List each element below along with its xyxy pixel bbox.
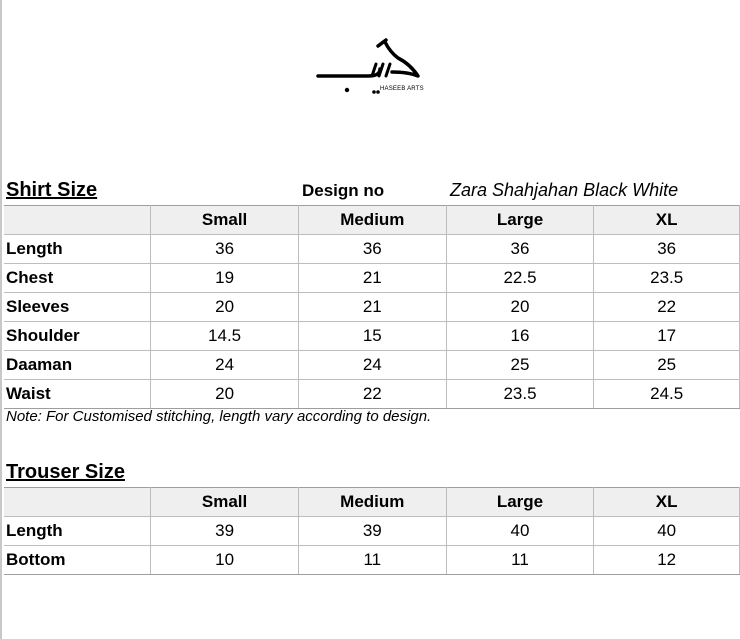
table-cell: 20 <box>446 293 594 322</box>
design-no-label: Design no <box>302 181 385 200</box>
table-cell: 40 <box>594 517 740 546</box>
row-label: Bottom <box>4 546 151 575</box>
trouser-size-title: Trouser Size <box>6 461 125 483</box>
table-cell: 24 <box>151 351 299 380</box>
header-cell: XL <box>594 488 740 517</box>
row-label: Length <box>4 517 151 546</box>
header-cell: Medium <box>298 206 446 235</box>
row-label: Length <box>4 235 151 264</box>
trouser-size-table <box>4 487 740 575</box>
table-cell: 15 <box>298 322 446 351</box>
table-cell: 39 <box>151 517 299 546</box>
table-cell: 24 <box>298 351 446 380</box>
header-cell: Medium <box>298 488 446 517</box>
table-cell: 16 <box>446 322 594 351</box>
table-cell: 11 <box>298 546 446 575</box>
table-cell: 22 <box>594 293 740 322</box>
table-cell: 36 <box>594 235 740 264</box>
table-cell: 36 <box>446 235 594 264</box>
table-cell: 21 <box>298 264 446 293</box>
header-cell <box>4 206 151 235</box>
table-cell: 20 <box>151 380 299 409</box>
table-cell: 22 <box>298 380 446 409</box>
table-cell: 20 <box>151 293 299 322</box>
table-cell: 14.5 <box>151 322 299 351</box>
row-label: Sleeves <box>4 293 151 322</box>
trouser-table-header <box>4 488 740 517</box>
row-label: Daaman <box>4 351 151 380</box>
table-row <box>4 517 740 546</box>
table-cell: 22.5 <box>446 264 594 293</box>
header-cell: Small <box>151 206 299 235</box>
table-row <box>4 351 740 380</box>
row-label: Chest <box>4 264 151 293</box>
table-row <box>4 380 740 409</box>
table-cell: 17 <box>594 322 740 351</box>
row-label: Shoulder <box>4 322 151 351</box>
table-row <box>4 546 740 575</box>
logo-text: HASEEB ARTS <box>380 86 424 92</box>
table-cell: 23.5 <box>446 380 594 409</box>
table-cell: 12 <box>594 546 740 575</box>
stitching-note: Note: For Customised stitching, length vary according to design. <box>6 408 432 425</box>
table-cell: 39 <box>298 517 446 546</box>
table-cell: 40 <box>446 517 594 546</box>
table-cell: 36 <box>298 235 446 264</box>
shirt-table-header <box>4 206 740 235</box>
table-cell: 11 <box>446 546 594 575</box>
shirt-size-title: Shirt Size <box>6 179 98 201</box>
table-cell: 10 <box>151 546 299 575</box>
sheet-left-border <box>0 0 2 639</box>
design-no-value: Zara Shahjahan Black White <box>450 180 679 200</box>
shirt-size-table <box>4 205 740 409</box>
table-row <box>4 264 740 293</box>
header-cell: XL <box>594 206 740 235</box>
table-cell: 36 <box>151 235 299 264</box>
table-cell: 19 <box>151 264 299 293</box>
table-cell: 25 <box>594 351 740 380</box>
table-row <box>4 235 740 264</box>
header-cell: Large <box>446 488 594 517</box>
table-row <box>4 293 740 322</box>
table-cell: 24.5 <box>594 380 740 409</box>
table-cell: 23.5 <box>594 264 740 293</box>
header-cell: Small <box>151 488 299 517</box>
table-cell: 21 <box>298 293 446 322</box>
header-cell <box>4 488 151 517</box>
table-cell: 25 <box>446 351 594 380</box>
header-cell: Large <box>446 206 594 235</box>
row-label: Waist <box>4 380 151 409</box>
table-row <box>4 322 740 351</box>
